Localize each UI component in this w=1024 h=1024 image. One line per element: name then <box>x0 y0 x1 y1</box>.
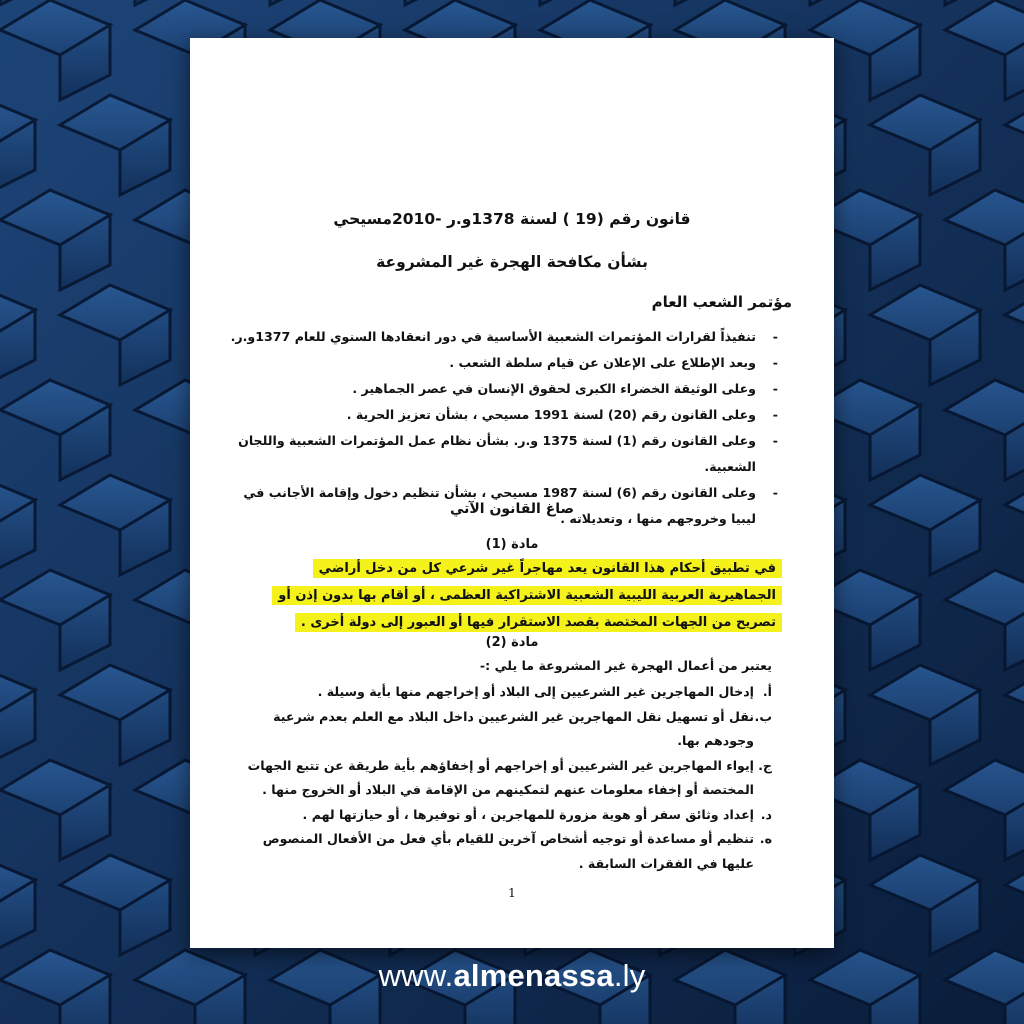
article-1-heading: مادة (1) <box>485 537 539 552</box>
item-marker: ب. <box>754 708 772 724</box>
item-text: إدخال المهاجرين غير الشرعيين إلى البلاد أو إخراجهم منها بأية وسيلة . <box>317 684 754 699</box>
issuer-heading: مؤتمر الشعب العام <box>651 293 792 311</box>
article-1-text <box>258 555 782 636</box>
item-marker: أ. <box>762 684 772 699</box>
document-page <box>190 38 834 948</box>
article-2-intro: يعتبر من أعمال الهجرة غير المشروعة ما يلي :- <box>479 658 772 673</box>
list-item <box>230 803 772 828</box>
page-number: 1 <box>508 886 516 900</box>
enactment-clause: صاغ القانون الآتي <box>449 501 575 517</box>
preamble-item: - وعلى الوثيقة الخضراء الكبرى لحقوق الإنسان في عصر الجماهير . <box>230 376 778 402</box>
url-brand: almenassa <box>453 958 614 993</box>
article-2-heading: مادة (2) <box>485 635 539 650</box>
article-2-items <box>230 680 772 876</box>
highlighted-text: في تطبيق أحكام هذا القانون يعد مهاجراً غير شرعي كل من دخل أراضي الجماهيرية العربية الليبية الشعبية الاشتراكية العظمى ، أو أقام بها بدون إذن أو تصريح من الجهات المختصة بقصد الاستقرار فيها أو العبور إلى دولة أخرى . <box>272 559 782 632</box>
list-item <box>230 680 772 705</box>
item-text: إيواء المهاجرين غير الشرعيين أو إخراجهم أو إخفاؤهم بأية طريقة عن تتبع الجهات المختصة أو إخفاء معلومات عنهم لتمكينهم من الإقامة في البلاد أو الخروج منها . <box>247 757 754 797</box>
list-item <box>230 754 772 803</box>
item-text: نقل أو تسهيل نقل المهاجرين غير الشرعيين داخل البلاد مع العلم بعدم شرعية وجودهم بها. <box>273 708 754 748</box>
website-url[interactable] <box>0 958 1024 994</box>
preamble-item: - وعلى القانون رقم (1) لسنة 1375 و.ر. بشأن نظام عمل المؤتمرات الشعبية واللجان الشعبية. <box>230 428 778 480</box>
preamble-item: - تنفيذاً لقرارات المؤتمرات الشعبية الأساسية في دور انعقادها السنوي للعام 1377و.ر. <box>230 324 778 350</box>
preamble-item: - وعلى القانون رقم (6) لسنة 1987 مسيحي ، بشأن تنظيم دخول وإقامة الأجانب في ليبيا وخروجهم منها ، وتعديلاته . <box>230 480 778 532</box>
item-marker: ه. <box>759 831 772 846</box>
item-text: تنظيم أو مساعدة أو توجيه أشخاص آخرين للقيام بأي فعل من الأفعال المنصوص عليها في الفقرات السابقة . <box>262 831 754 871</box>
preamble-item: - وبعد الإطلاع على الإعلان عن قيام سلطة الشعب . <box>230 350 778 376</box>
list-item <box>230 827 772 876</box>
item-marker: ج. <box>758 757 772 773</box>
url-prefix: www. <box>378 958 454 993</box>
list-item <box>230 705 772 754</box>
item-text: إعداد وثائق سفر أو هوية مزورة للمهاجرين ، أو توفيرها ، أو حيازتها لهم . <box>302 806 754 822</box>
item-marker: د. <box>760 806 772 822</box>
law-subject: بشأن مكافحة الهجرة غير المشروعة <box>376 253 648 271</box>
url-suffix: .ly <box>613 958 646 993</box>
law-title: قانون رقم (19 ) لسنة 1378و.ر -2010مسيحي <box>333 210 691 228</box>
preamble-item: - وعلى القانون رقم (20) لسنة 1991 مسيحي ، بشأن تعزيز الحرية . <box>230 402 778 428</box>
